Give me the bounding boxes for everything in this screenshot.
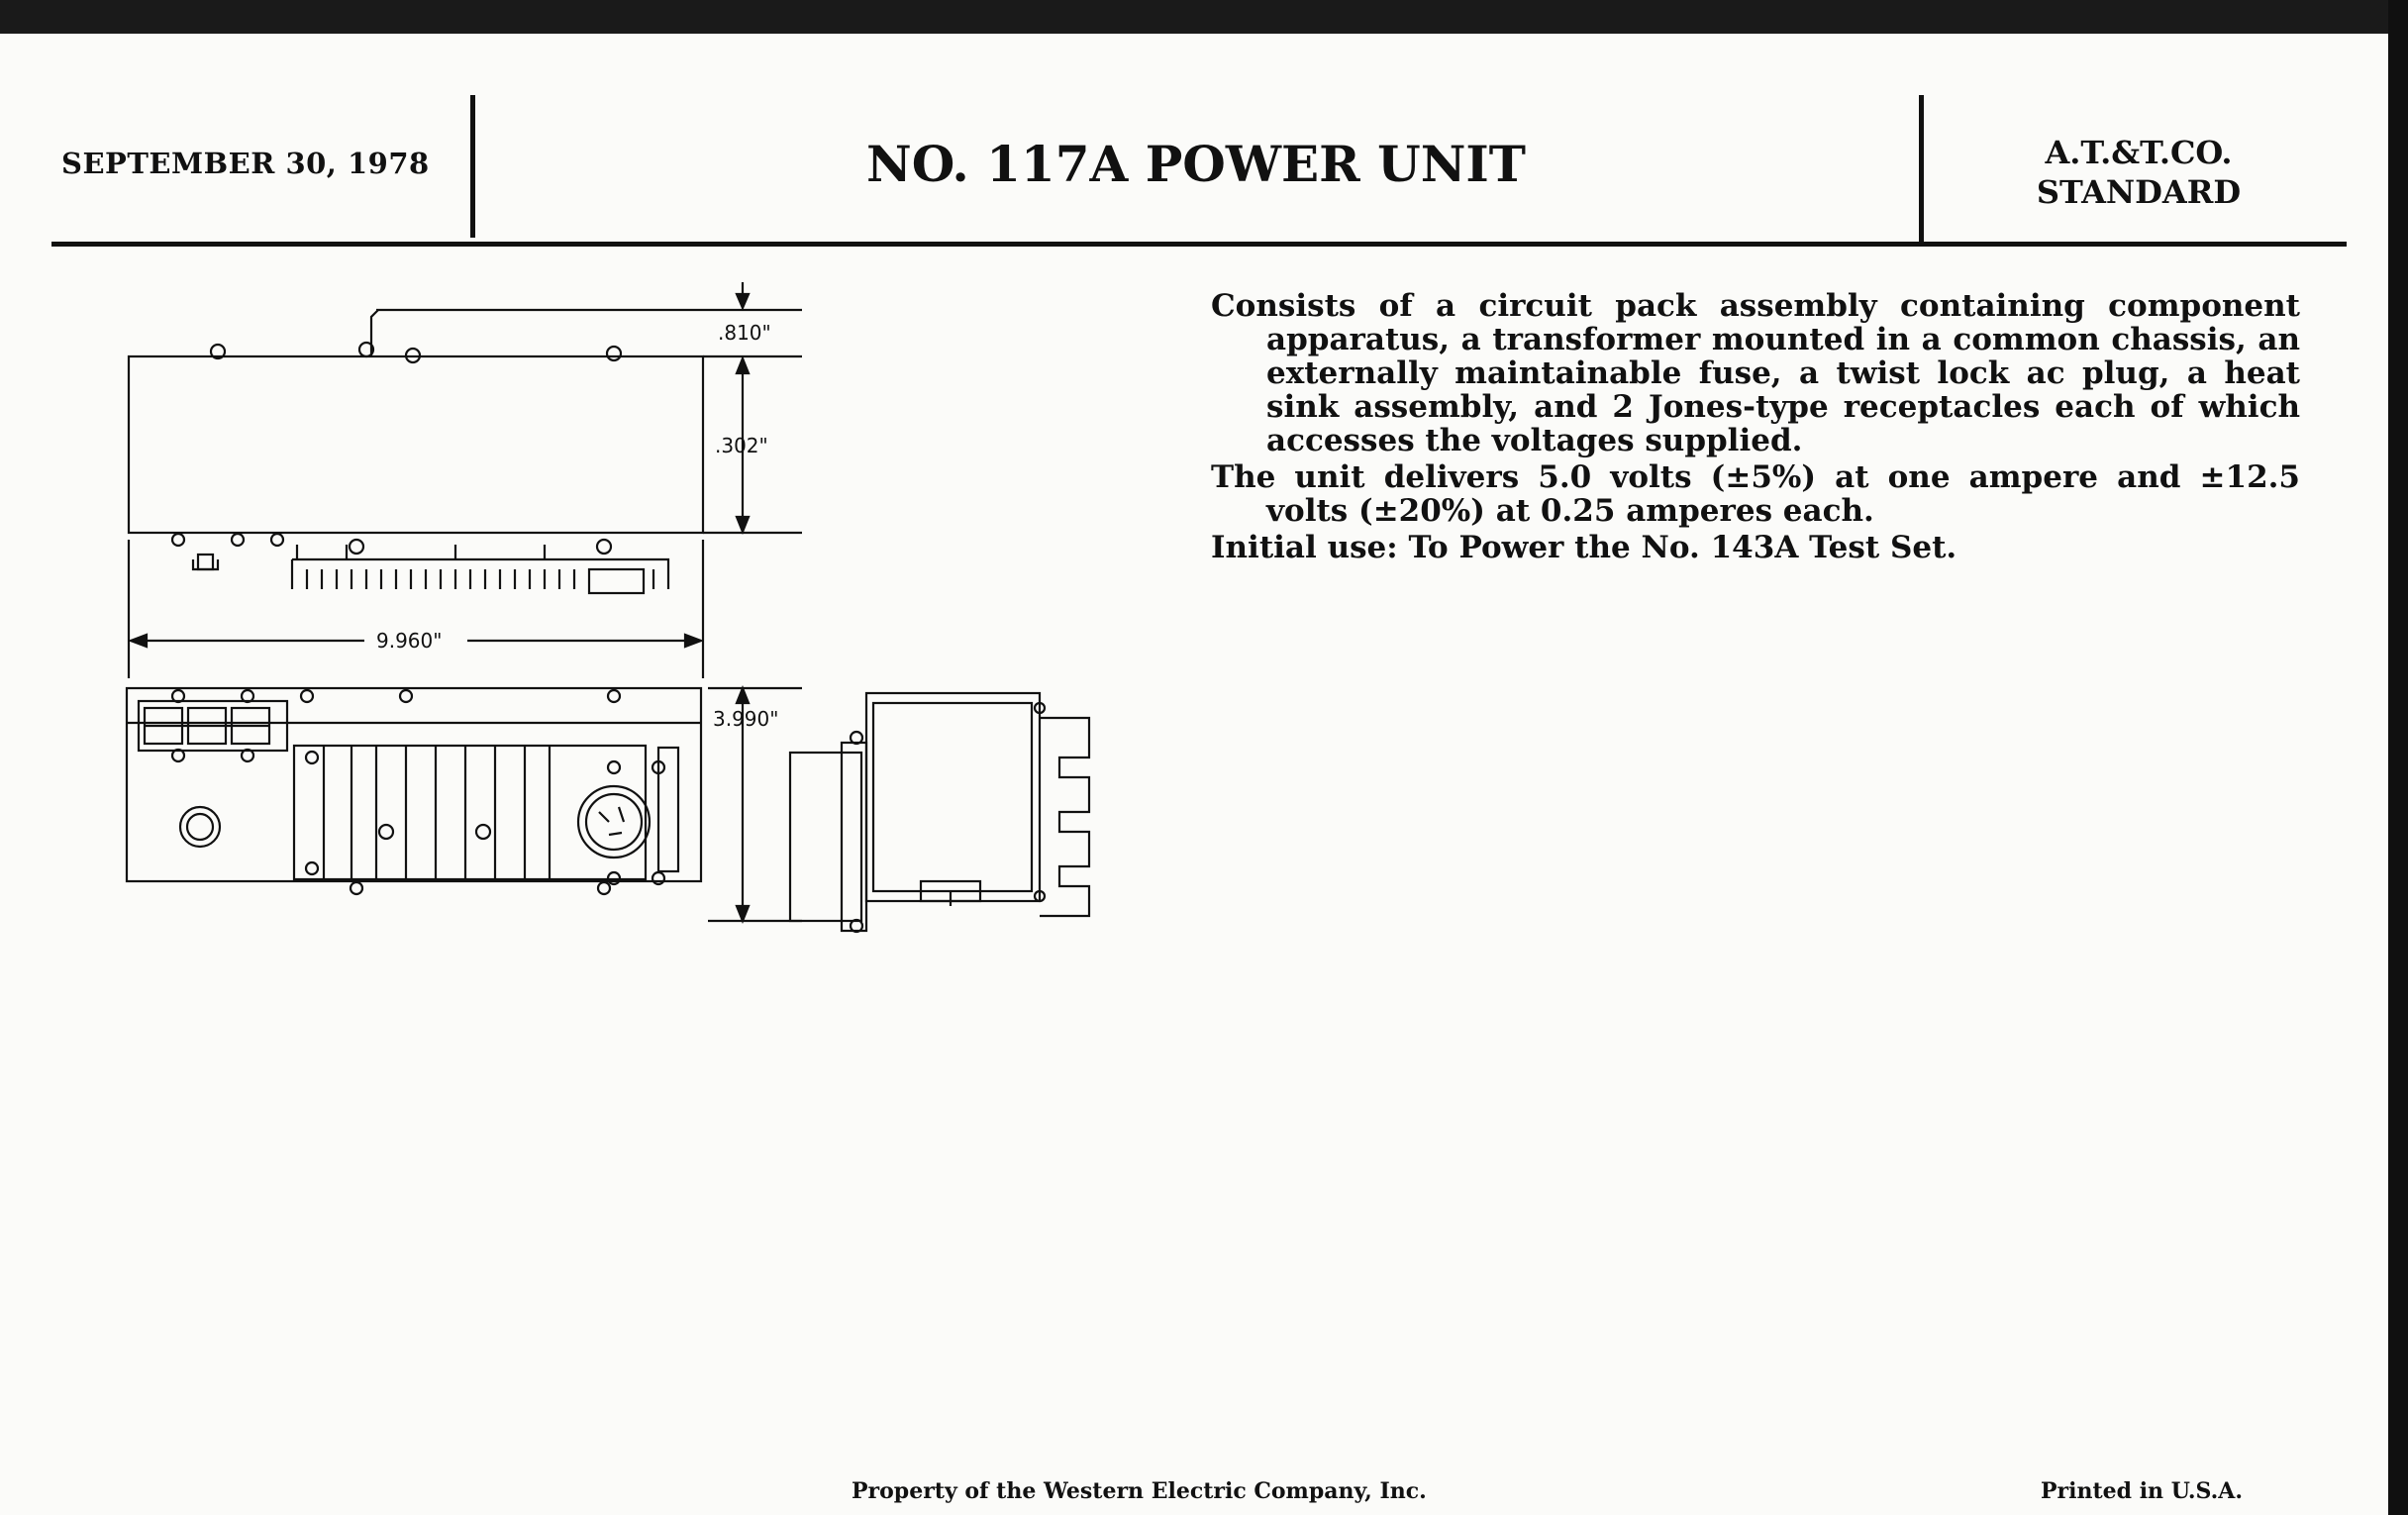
description-paragraph-1: Consists of a circuit pack assembly containing component apparatus, a transformer mounted in a common chassis, an externally maintainable fuse, a twist lock ac plug, a heat sink assembly, and 2 Jones-type receptacles each of which accesses the voltages supplied.	[1211, 288, 2300, 458]
header-divider-right	[1919, 95, 1924, 244]
property-notice: Property of the Western Electric Company, Inc.	[852, 1478, 1427, 1504]
header-rule	[51, 242, 2347, 247]
page-title: NO. 117A POWER UNIT	[866, 135, 1526, 193]
description-paragraph-3: Initial use: To Power the No. 143A Test Set.	[1211, 530, 1957, 565]
power-unit-drawing	[109, 272, 1099, 946]
standard-line-1: A.T.&T.CO.	[2045, 134, 2233, 171]
scan-edge	[2388, 0, 2408, 1515]
printed-notice: Printed in U.S.A.	[2041, 1478, 2244, 1504]
date-label: SEPTEMBER 30, 1978	[61, 147, 430, 180]
dim-top-offset: .810"	[718, 321, 771, 345]
dim-height: .302"	[715, 434, 768, 457]
standard-line-2: STANDARD	[2036, 173, 2242, 211]
dim-depth: 3.990"	[713, 707, 779, 731]
standard-label	[1965, 133, 2312, 212]
description	[1211, 289, 2300, 567]
description-paragraph-2: The unit delivers 5.0 volts (±5%) at one ampere and ±12.5 volts (±20%) at 0.25 amperes each.	[1211, 459, 2300, 529]
dim-length: 9.960"	[376, 629, 443, 653]
